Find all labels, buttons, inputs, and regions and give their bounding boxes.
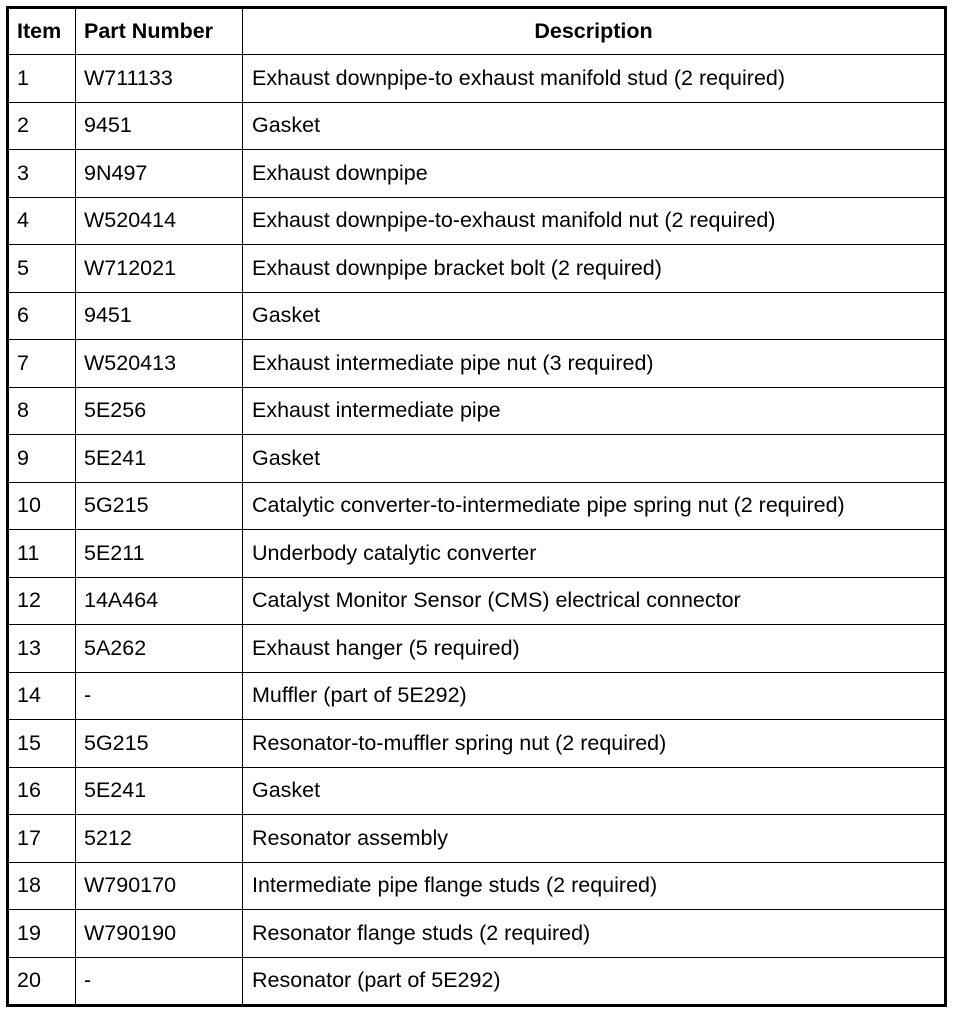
- table-row: [8, 720, 946, 768]
- table-row: [8, 197, 946, 245]
- part-number-cell: W520414: [76, 197, 243, 245]
- part-number-cell: 9451: [76, 292, 243, 340]
- description-cell: Resonator flange studs (2 required): [243, 910, 946, 958]
- table-row: [8, 102, 946, 150]
- part-number-cell: W520413: [76, 340, 243, 388]
- item-cell: 4: [8, 197, 76, 245]
- item-cell: 20: [8, 957, 76, 1006]
- table-row: [8, 55, 946, 103]
- description-cell: Exhaust downpipe-to-exhaust manifold nut (2 required): [243, 197, 946, 245]
- description-cell: Exhaust downpipe: [243, 150, 946, 198]
- description-cell: Gasket: [243, 292, 946, 340]
- table-row: [8, 767, 946, 815]
- item-cell: 14: [8, 672, 76, 720]
- table-row: [8, 815, 946, 863]
- item-cell: 18: [8, 862, 76, 910]
- description-cell: Gasket: [243, 102, 946, 150]
- description-cell: Exhaust downpipe bracket bolt (2 required): [243, 245, 946, 293]
- description-cell: Muffler (part of 5E292): [243, 672, 946, 720]
- parts-table: [6, 6, 947, 1007]
- description-cell: Underbody catalytic converter: [243, 530, 946, 578]
- part-number-cell: 5E241: [76, 767, 243, 815]
- description-cell: Exhaust intermediate pipe: [243, 387, 946, 435]
- part-number-cell: 9451: [76, 102, 243, 150]
- part-number-cell: 5E211: [76, 530, 243, 578]
- part-number-cell: 5G215: [76, 482, 243, 530]
- header-part-number: Part Number: [76, 8, 243, 55]
- header-item: Item: [8, 8, 76, 55]
- part-number-cell: W712021: [76, 245, 243, 293]
- item-cell: 8: [8, 387, 76, 435]
- part-number-cell: -: [76, 672, 243, 720]
- description-cell: Catalyst Monitor Sensor (CMS) electrical connector: [243, 577, 946, 625]
- description-cell: Gasket: [243, 435, 946, 483]
- table-row: [8, 387, 946, 435]
- item-cell: 17: [8, 815, 76, 863]
- table-row: [8, 957, 946, 1006]
- table-row: [8, 245, 946, 293]
- part-number-cell: W790190: [76, 910, 243, 958]
- item-cell: 19: [8, 910, 76, 958]
- item-cell: 10: [8, 482, 76, 530]
- table-row: [8, 340, 946, 388]
- part-number-cell: -: [76, 957, 243, 1006]
- part-number-cell: 9N497: [76, 150, 243, 198]
- table-row: [8, 672, 946, 720]
- description-cell: Catalytic converter-to-intermediate pipe spring nut (2 required): [243, 482, 946, 530]
- table-row: [8, 862, 946, 910]
- part-number-cell: 5G215: [76, 720, 243, 768]
- table-row: [8, 150, 946, 198]
- item-cell: 15: [8, 720, 76, 768]
- item-cell: 5: [8, 245, 76, 293]
- description-cell: Resonator (part of 5E292): [243, 957, 946, 1006]
- part-number-cell: 5E256: [76, 387, 243, 435]
- item-cell: 9: [8, 435, 76, 483]
- description-cell: Gasket: [243, 767, 946, 815]
- table-row: [8, 482, 946, 530]
- item-cell: 2: [8, 102, 76, 150]
- item-cell: 16: [8, 767, 76, 815]
- item-cell: 3: [8, 150, 76, 198]
- part-number-cell: 5A262: [76, 625, 243, 673]
- item-cell: 13: [8, 625, 76, 673]
- table-row: [8, 292, 946, 340]
- part-number-cell: 5E241: [76, 435, 243, 483]
- part-number-cell: W711133: [76, 55, 243, 103]
- header-row: [8, 8, 946, 55]
- description-cell: Resonator assembly: [243, 815, 946, 863]
- table-row: [8, 577, 946, 625]
- item-cell: 11: [8, 530, 76, 578]
- item-cell: 12: [8, 577, 76, 625]
- description-cell: Intermediate pipe flange studs (2 required): [243, 862, 946, 910]
- table-row: [8, 910, 946, 958]
- item-cell: 1: [8, 55, 76, 103]
- table-row: [8, 625, 946, 673]
- header-description: Description: [243, 8, 946, 55]
- table-row: [8, 435, 946, 483]
- table-row: [8, 530, 946, 578]
- parts-table-body: [8, 55, 946, 1006]
- part-number-cell: 14A464: [76, 577, 243, 625]
- description-cell: Exhaust hanger (5 required): [243, 625, 946, 673]
- description-cell: Resonator-to-muffler spring nut (2 required): [243, 720, 946, 768]
- part-number-cell: W790170: [76, 862, 243, 910]
- description-cell: Exhaust intermediate pipe nut (3 required): [243, 340, 946, 388]
- part-number-cell: 5212: [76, 815, 243, 863]
- item-cell: 7: [8, 340, 76, 388]
- description-cell: Exhaust downpipe-to exhaust manifold stud (2 required): [243, 55, 946, 103]
- item-cell: 6: [8, 292, 76, 340]
